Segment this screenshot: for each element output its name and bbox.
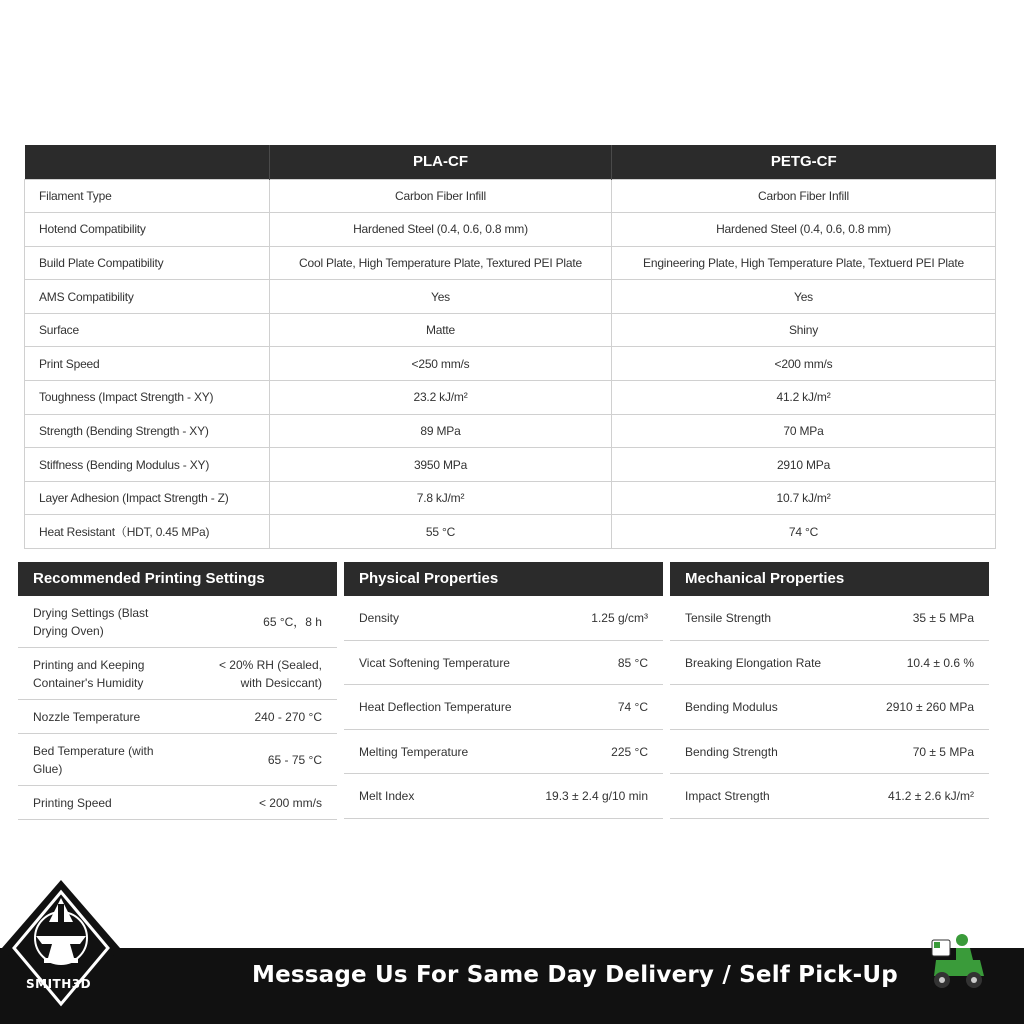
table-row bbox=[25, 347, 996, 381]
table-row bbox=[25, 280, 996, 314]
list-item bbox=[344, 596, 663, 641]
property-name: Nozzle Temperature bbox=[33, 709, 141, 724]
property-name: Bending Strength bbox=[685, 744, 778, 759]
petg-cf-value: Carbon Fiber Infill bbox=[612, 179, 996, 213]
list-item bbox=[344, 774, 663, 819]
list-item bbox=[670, 685, 989, 730]
pla-cf-value: Matte bbox=[270, 313, 612, 347]
row-label: AMS Compatibility bbox=[25, 280, 270, 314]
header-cell-pla-cf: PLA-CF bbox=[270, 145, 612, 179]
property-name: Printing Speed bbox=[33, 795, 112, 810]
header-cell-empty bbox=[25, 145, 270, 179]
list-item bbox=[18, 648, 337, 700]
property-value: 10.4 ± 0.6 % bbox=[906, 655, 974, 670]
list-item bbox=[344, 730, 663, 774]
anvil-logo-icon bbox=[0, 878, 122, 1024]
list-item bbox=[18, 596, 337, 648]
table-row bbox=[25, 213, 996, 247]
property-name: Impact Strength bbox=[685, 789, 770, 803]
property-value: 240 - 270 °C bbox=[254, 709, 322, 724]
row-label: Build Plate Compatibility bbox=[25, 246, 270, 280]
petg-cf-value: Hardened Steel (0.4, 0.6, 0.8 mm) bbox=[612, 213, 996, 247]
card-title: Physical Properties bbox=[344, 562, 663, 596]
recommended-settings-card bbox=[18, 562, 337, 820]
property-value: 74 °C bbox=[617, 700, 648, 714]
petg-cf-value: 74 °C bbox=[612, 515, 996, 549]
pla-cf-value: 7.8 kJ/m² bbox=[270, 481, 612, 515]
row-label: Toughness (Impact Strength - XY) bbox=[25, 381, 270, 415]
pla-cf-value: Cool Plate, High Temperature Plate, Textured PEI Plate bbox=[270, 246, 612, 280]
property-name: Breaking Elongation Rate bbox=[685, 655, 822, 670]
property-name: Drying Settings (Blast Drying Oven) bbox=[33, 605, 149, 638]
property-value: 65 - 75 °C bbox=[267, 752, 322, 767]
footer-message: Message Us For Same Day Delivery / Self Pick-Up bbox=[252, 962, 898, 988]
table-row bbox=[25, 448, 996, 482]
property-name: Density bbox=[359, 611, 400, 625]
list-item bbox=[18, 734, 337, 786]
pla-cf-value: Yes bbox=[270, 280, 612, 314]
petg-cf-value: Yes bbox=[612, 280, 996, 314]
property-name: Bed Temperature (with Glue) bbox=[33, 743, 154, 776]
row-label: Surface bbox=[25, 313, 270, 347]
petg-cf-value: Engineering Plate, High Temperature Plate, Textuerd PEI Plate bbox=[612, 246, 996, 280]
list-item bbox=[18, 786, 337, 820]
row-label: Stiffness (Bending Modulus - XY) bbox=[25, 448, 270, 482]
row-label: Print Speed bbox=[25, 347, 270, 381]
property-name: Vicat Softening Temperature bbox=[359, 655, 510, 670]
delivery-scooter-icon bbox=[926, 930, 988, 994]
row-label: Filament Type bbox=[25, 179, 270, 213]
petg-cf-value: 70 MPa bbox=[612, 414, 996, 448]
row-label: Hotend Compatibility bbox=[25, 213, 270, 247]
table-row bbox=[25, 414, 996, 448]
list-item bbox=[670, 774, 989, 819]
pla-cf-value: <250 mm/s bbox=[270, 347, 612, 381]
property-value: 225 °C bbox=[611, 744, 648, 759]
table-row bbox=[25, 481, 996, 515]
property-value: 35 ± 5 MPa bbox=[912, 611, 974, 625]
property-name: Tensile Strength bbox=[685, 611, 772, 625]
property-value: 65 °C，8 h bbox=[263, 614, 322, 629]
table-row bbox=[25, 246, 996, 280]
property-value: 2910 ± 260 MPa bbox=[886, 700, 974, 714]
petg-cf-value: Shiny bbox=[612, 313, 996, 347]
property-value: < 200 mm/s bbox=[258, 795, 322, 810]
brand-name: SMITH3D bbox=[26, 977, 92, 991]
list-item bbox=[670, 641, 989, 685]
card-title: Recommended Printing Settings bbox=[18, 562, 337, 596]
row-label: Strength (Bending Strength - XY) bbox=[25, 414, 270, 448]
petg-cf-value: <200 mm/s bbox=[612, 347, 996, 381]
property-name: Heat Deflection Temperature bbox=[359, 700, 512, 714]
pla-cf-value: Hardened Steel (0.4, 0.6, 0.8 mm) bbox=[270, 213, 612, 247]
row-label: Heat Resistant（HDT, 0.45 MPa) bbox=[25, 515, 270, 549]
list-item bbox=[670, 596, 989, 641]
property-value: < 20% RH (Sealed, with Desiccant) bbox=[218, 657, 322, 690]
pla-cf-value: 89 MPa bbox=[270, 414, 612, 448]
table-row bbox=[25, 313, 996, 347]
property-value: 41.2 ± 2.6 kJ/m² bbox=[888, 789, 974, 803]
property-value: 1.25 g/cm³ bbox=[591, 611, 648, 625]
table-row bbox=[25, 179, 996, 213]
list-item bbox=[344, 641, 663, 685]
filament-comparison-table bbox=[24, 145, 996, 549]
pla-cf-value: 55 °C bbox=[270, 515, 612, 549]
property-name: Printing and Keeping Container's Humidity bbox=[33, 657, 145, 690]
pla-cf-value: 3950 MPa bbox=[270, 448, 612, 482]
row-label: Layer Adhesion (Impact Strength - Z) bbox=[25, 481, 270, 515]
physical-properties-card bbox=[344, 562, 663, 819]
pla-cf-value: Carbon Fiber Infill bbox=[270, 179, 612, 213]
property-name: Melting Temperature bbox=[359, 744, 469, 759]
list-item bbox=[18, 700, 337, 734]
petg-cf-value: 10.7 kJ/m² bbox=[612, 481, 996, 515]
petg-cf-value: 41.2 kJ/m² bbox=[612, 381, 996, 415]
petg-cf-value: 2910 MPa bbox=[612, 448, 996, 482]
table-row bbox=[25, 381, 996, 415]
list-item bbox=[344, 685, 663, 730]
property-name: Melt Index bbox=[359, 789, 415, 803]
property-value: 70 ± 5 MPa bbox=[912, 744, 974, 759]
table-row bbox=[25, 515, 996, 549]
table-header-row bbox=[25, 145, 996, 179]
card-title: Mechanical Properties bbox=[670, 562, 989, 596]
property-value: 85 °C bbox=[617, 655, 648, 670]
mechanical-properties-card bbox=[670, 562, 989, 819]
list-item bbox=[670, 730, 989, 774]
property-name: Bending Modulus bbox=[685, 700, 778, 714]
property-value: 19.3 ± 2.4 g/10 min bbox=[545, 789, 648, 803]
header-cell-petg-cf: PETG-CF bbox=[612, 145, 996, 179]
pla-cf-value: 23.2 kJ/m² bbox=[270, 381, 612, 415]
